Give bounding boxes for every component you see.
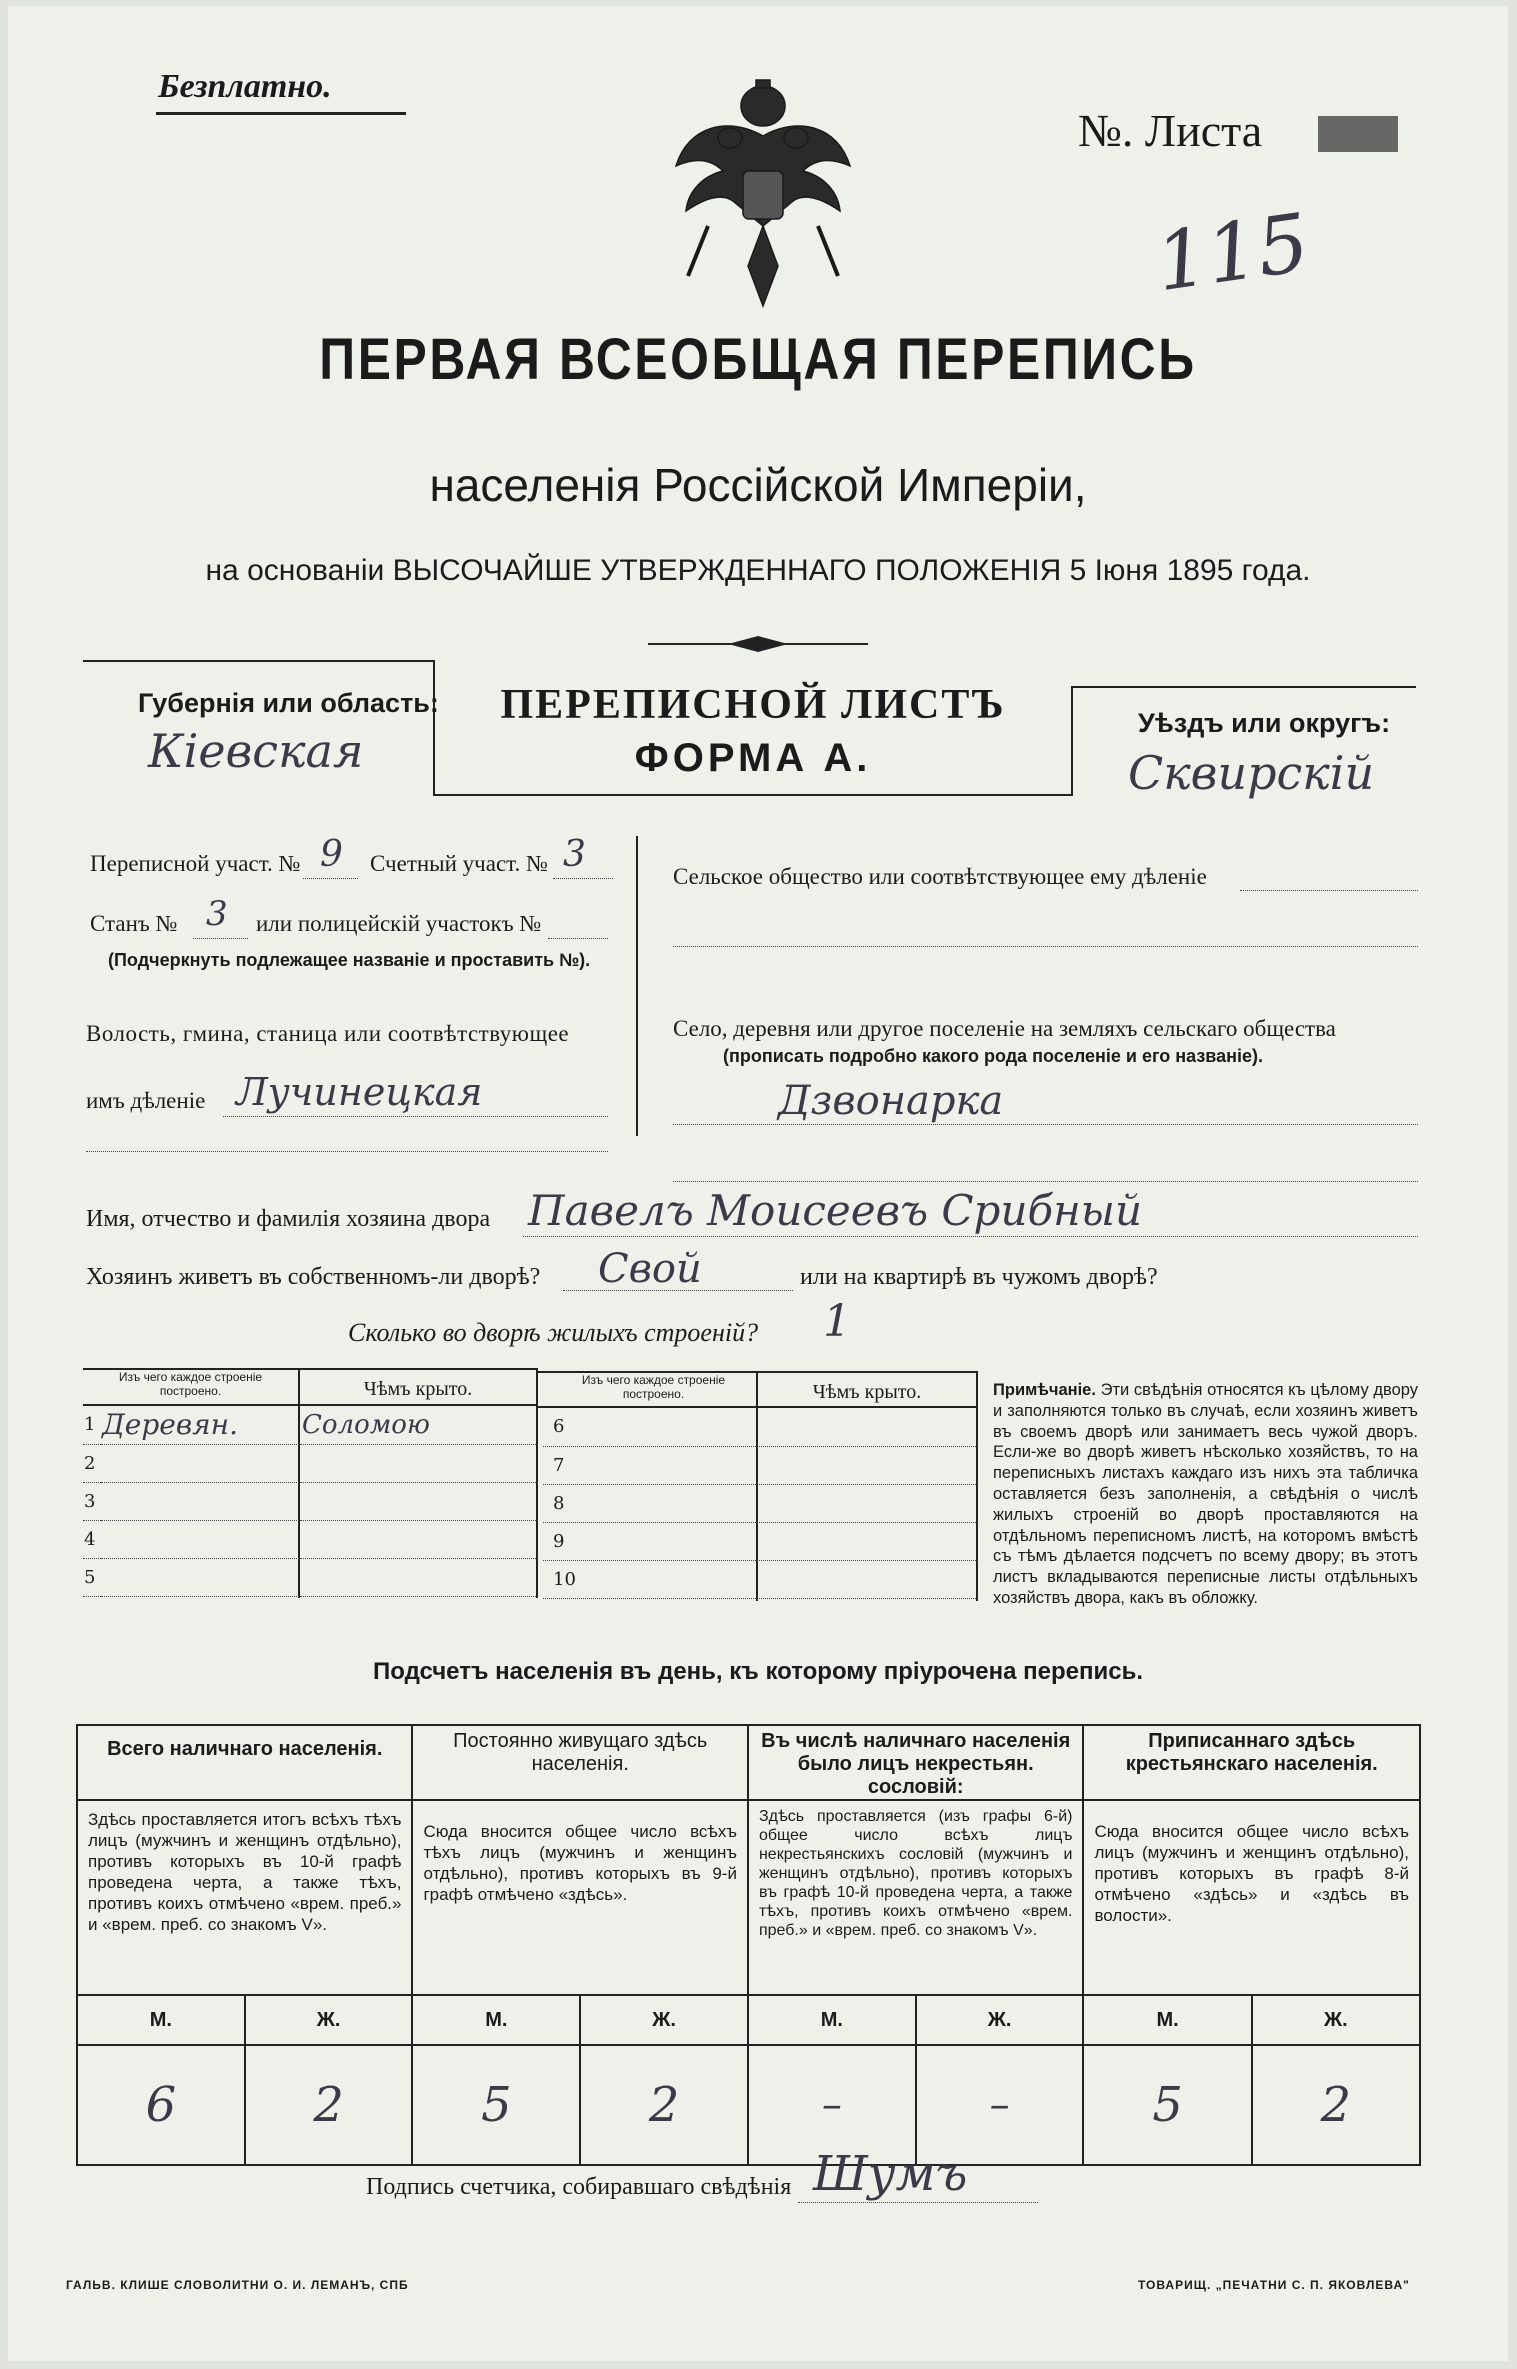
buildings-table-left (83, 1406, 538, 1597)
signature-value: Шумъ (813, 2146, 968, 2202)
note-block (993, 1380, 1418, 1609)
schetny-value: 3 (563, 834, 586, 875)
note-text: Эти свѣдѣнія относятся къ цѣлому двору и заполняются только въ случаѣ, если хозяинъ живетъ въ своемъ дворѣ или занимаетъ весь чужой дворъ. Если-же во дворѣ живетъ нѣсколько хозяйствъ, то на переписныхъ листахъ каждаго изъ нихъ эта табличка оставляется безъ заполненія, а свѣдѣнія о числѣ жилыхъ строеній во дворѣ проставляются на отдѣльномъ переписномъ листѣ, на которомъ вмѣстѣ съ тѣмъ дѣлается подсчетъ по всему двору; въ этотъ листъ вкладываются переписные листы отдѣльныхъ хозяйствъ двора, какъ въ обложку. (993, 1381, 1418, 1607)
census-subtitle: населенія Россійской Имперіи, (429, 459, 1087, 511)
form-subtitle: ФОРМА А. (634, 736, 872, 780)
pop-col-3-m-value: – (749, 2046, 917, 2164)
uezd-label: Уѣздъ или округъ: (1138, 708, 1391, 738)
free-label: Безплатно. (158, 68, 332, 105)
pop-col-2-desc: Сюда вносится общее число всѣхъ тѣхъ лицъ (мужчинъ и женщинъ отдѣльно), противъ которыхъ въ 9-й графѣ отмѣчено «здѣсь». (423, 1822, 737, 1904)
census-sheet (8, 6, 1508, 2361)
pop-col-2-zh-value: 2 (648, 2077, 680, 2133)
police-label: или полицейскій участокъ № (256, 911, 542, 936)
population-table (76, 1724, 1421, 2166)
printer-right: ТОВАРИЩ. „ПЕЧАТНИ С. П. ЯКОВЛЕВА" (1138, 2278, 1410, 2292)
pop-col-1-zh-value: 2 (313, 2077, 344, 2133)
pop-col-3-zh-label: Ж. (987, 2009, 1012, 2031)
selo-value: Дзвонарка (778, 1078, 1004, 1124)
owner-own-value: Свой (598, 1246, 702, 1292)
ornament-divider-icon (648, 634, 868, 654)
owner-rent-label: или на квартирѣ въ чужомъ дворѣ? (800, 1264, 1158, 1290)
perepisnoy-value: 9 (320, 834, 343, 875)
pop-col-4-zh-label: Ж. (1324, 2009, 1348, 2031)
table-row: 8 (543, 1484, 978, 1522)
signature-label: Подпись счетчика, собиравшаго свѣдѣнія (366, 2174, 792, 2200)
owner-name-label: Имя, отчество и фамилія хозяина двора (86, 1206, 491, 1232)
buildings-label: Сколько во дворѣ жилыхъ строеній? (348, 1318, 759, 1347)
pop-col-2-title: Постоянно живущаго здѣсь населенія. (453, 1730, 708, 1775)
imperial-eagle-icon (668, 76, 858, 316)
pop-col-2-m-label: М. (413, 1996, 581, 2044)
printer-left: ГАЛЬВ. КЛИШЕ СЛОВОЛИТНИ О. И. ЛЕМАНЪ, СПБ (66, 2278, 409, 2292)
volost-value: Лучинецкая (236, 1070, 483, 1114)
perepisnoy-label: Переписной участ. № (90, 851, 301, 876)
volost-label: Волость, гмина, станица или соотвѣтствующее (86, 1021, 570, 1046)
pop-col-4-m-value: 5 (1084, 2046, 1252, 2164)
col-material-left: Изъ чего каждое строеніе построено. (118, 1370, 263, 1398)
sheet-number-value: 115 (1150, 195, 1315, 310)
table-row: 3 (83, 1482, 538, 1520)
pop-col-3-zh-value: – (989, 2082, 1010, 2128)
census-title: ПЕРВАЯ ВСЕОБЩАЯ ПЕРЕПИСЬ (319, 327, 1197, 392)
table-row: 9 (543, 1522, 978, 1560)
pop-col-3-title: Въ числѣ наличнаго населенія было лицъ некрестьян. сословій: (761, 1730, 1071, 1798)
free-label-underline (156, 112, 406, 115)
pop-col-2-m-value: 5 (413, 2046, 581, 2164)
volost-label-2: имъ дѣленіе (86, 1088, 206, 1113)
population-heading: Подсчетъ населенія въ день, къ которому пріурочена перепись. (373, 1658, 1143, 1685)
stan-label: Станъ № (90, 911, 178, 936)
col-material-right: Изъ чего каждое строеніе построено. (581, 1373, 726, 1401)
pop-col-1-m-value: 6 (78, 2046, 246, 2164)
pop-col-4-desc: Сюда вносится общее число всѣхъ лицъ (мужчинъ и женщинъ отдѣльно), противъ которыхъ въ графѣ 8-й отмѣчено «здѣсь» и «здѣсь въ волости». (1094, 1822, 1409, 1925)
pop-col-3-m-label: М. (749, 1996, 917, 2044)
table-row: 5 (83, 1558, 538, 1596)
police-note: (Подчеркнуть подлежащее названіе и проставить №). (108, 950, 591, 970)
owner-own-label: Хозяинъ живетъ въ собственномъ-ли дворѣ? (86, 1264, 541, 1290)
buildings-table-right (543, 1408, 978, 1599)
pop-col-1-title: Всего наличнаго населенія. (107, 1738, 383, 1760)
col-roof-right: Чѣмъ крыто. (812, 1381, 922, 1403)
buildings-value: 1 (823, 1296, 851, 1347)
form-title: ПЕРЕПИСНОЙ ЛИСТЪ (500, 682, 1006, 728)
table-row: 6 (543, 1408, 978, 1446)
pop-col-1-m-label: М. (78, 1996, 246, 2044)
selo-note: (прописать подробно какого рода поселеніе и его названіе). (723, 1046, 1264, 1066)
census-basis: на основаніи ВЫСОЧАЙШЕ УТВЕРЖДЕННАГО ПОЛОЖЕНІЯ 5 Іюня 1895 года. (205, 554, 1311, 587)
sheet-number-label: №. Листа (1078, 105, 1263, 156)
owner-name-value: Павелъ Моисеевъ Срибный (528, 1186, 1143, 1235)
pop-col-4-title: Приписаннаго здѣсь крестьянскаго населенія. (1125, 1730, 1378, 1775)
pop-col-1-desc: Здѣсь проставляется итогъ всѣхъ тѣхъ лицъ (мужчинъ и женщинъ отдѣльно), противъ которыхъ въ 10-й графѣ проведена черта, а также тѣхъ, противъ коихъ отмѣчено «врем. преб.» и «врем. преб. со знакомъ V». (88, 1810, 402, 1934)
table-row: 7 (543, 1446, 978, 1484)
guberniya-value: Кіевская (148, 724, 364, 778)
pop-col-2-zh-label: Ж. (652, 2009, 676, 2031)
table-row: 10 (543, 1560, 978, 1598)
pop-col-4-m-label: М. (1084, 1996, 1252, 2044)
redaction-mark (1318, 116, 1398, 152)
pop-col-1-zh-label: Ж. (316, 2009, 341, 2031)
table-row: 4 (83, 1520, 538, 1558)
note-title: Примѣчаніе. (993, 1381, 1096, 1399)
pop-col-4-zh-value: 2 (1320, 2077, 1352, 2133)
uezd-value: Сквирскій (1128, 746, 1375, 800)
col-roof-left: Чѣмъ крыто. (363, 1378, 473, 1400)
obshchestvo-label: Сельское общество или соотвѣтствующее ему дѣленіе (673, 864, 1207, 889)
selo-label: Село, деревня или другое поселеніе на земляхъ сельскаго общества (673, 1016, 1336, 1041)
stan-value: 3 (206, 894, 228, 934)
pop-col-3-desc: Здѣсь проставляется (изъ графы 6-й) общее число всѣхъ лицъ некрестьянскихъ сословій (мужчинъ и женщинъ отдѣльно), противъ которыхъ въ графѣ 10-й проведена черта, а также тѣхъ, противъ коихъ отмѣчено «врем. преб.» и «врем. преб. со знакомъ V». (758, 1808, 1073, 1939)
guberniya-label: Губернія или область: (138, 688, 439, 718)
table-row: 1 Деревян. Соломою (83, 1406, 538, 1444)
table-row: 2 (83, 1444, 538, 1482)
schetny-label: Счетный участ. № (370, 851, 548, 876)
